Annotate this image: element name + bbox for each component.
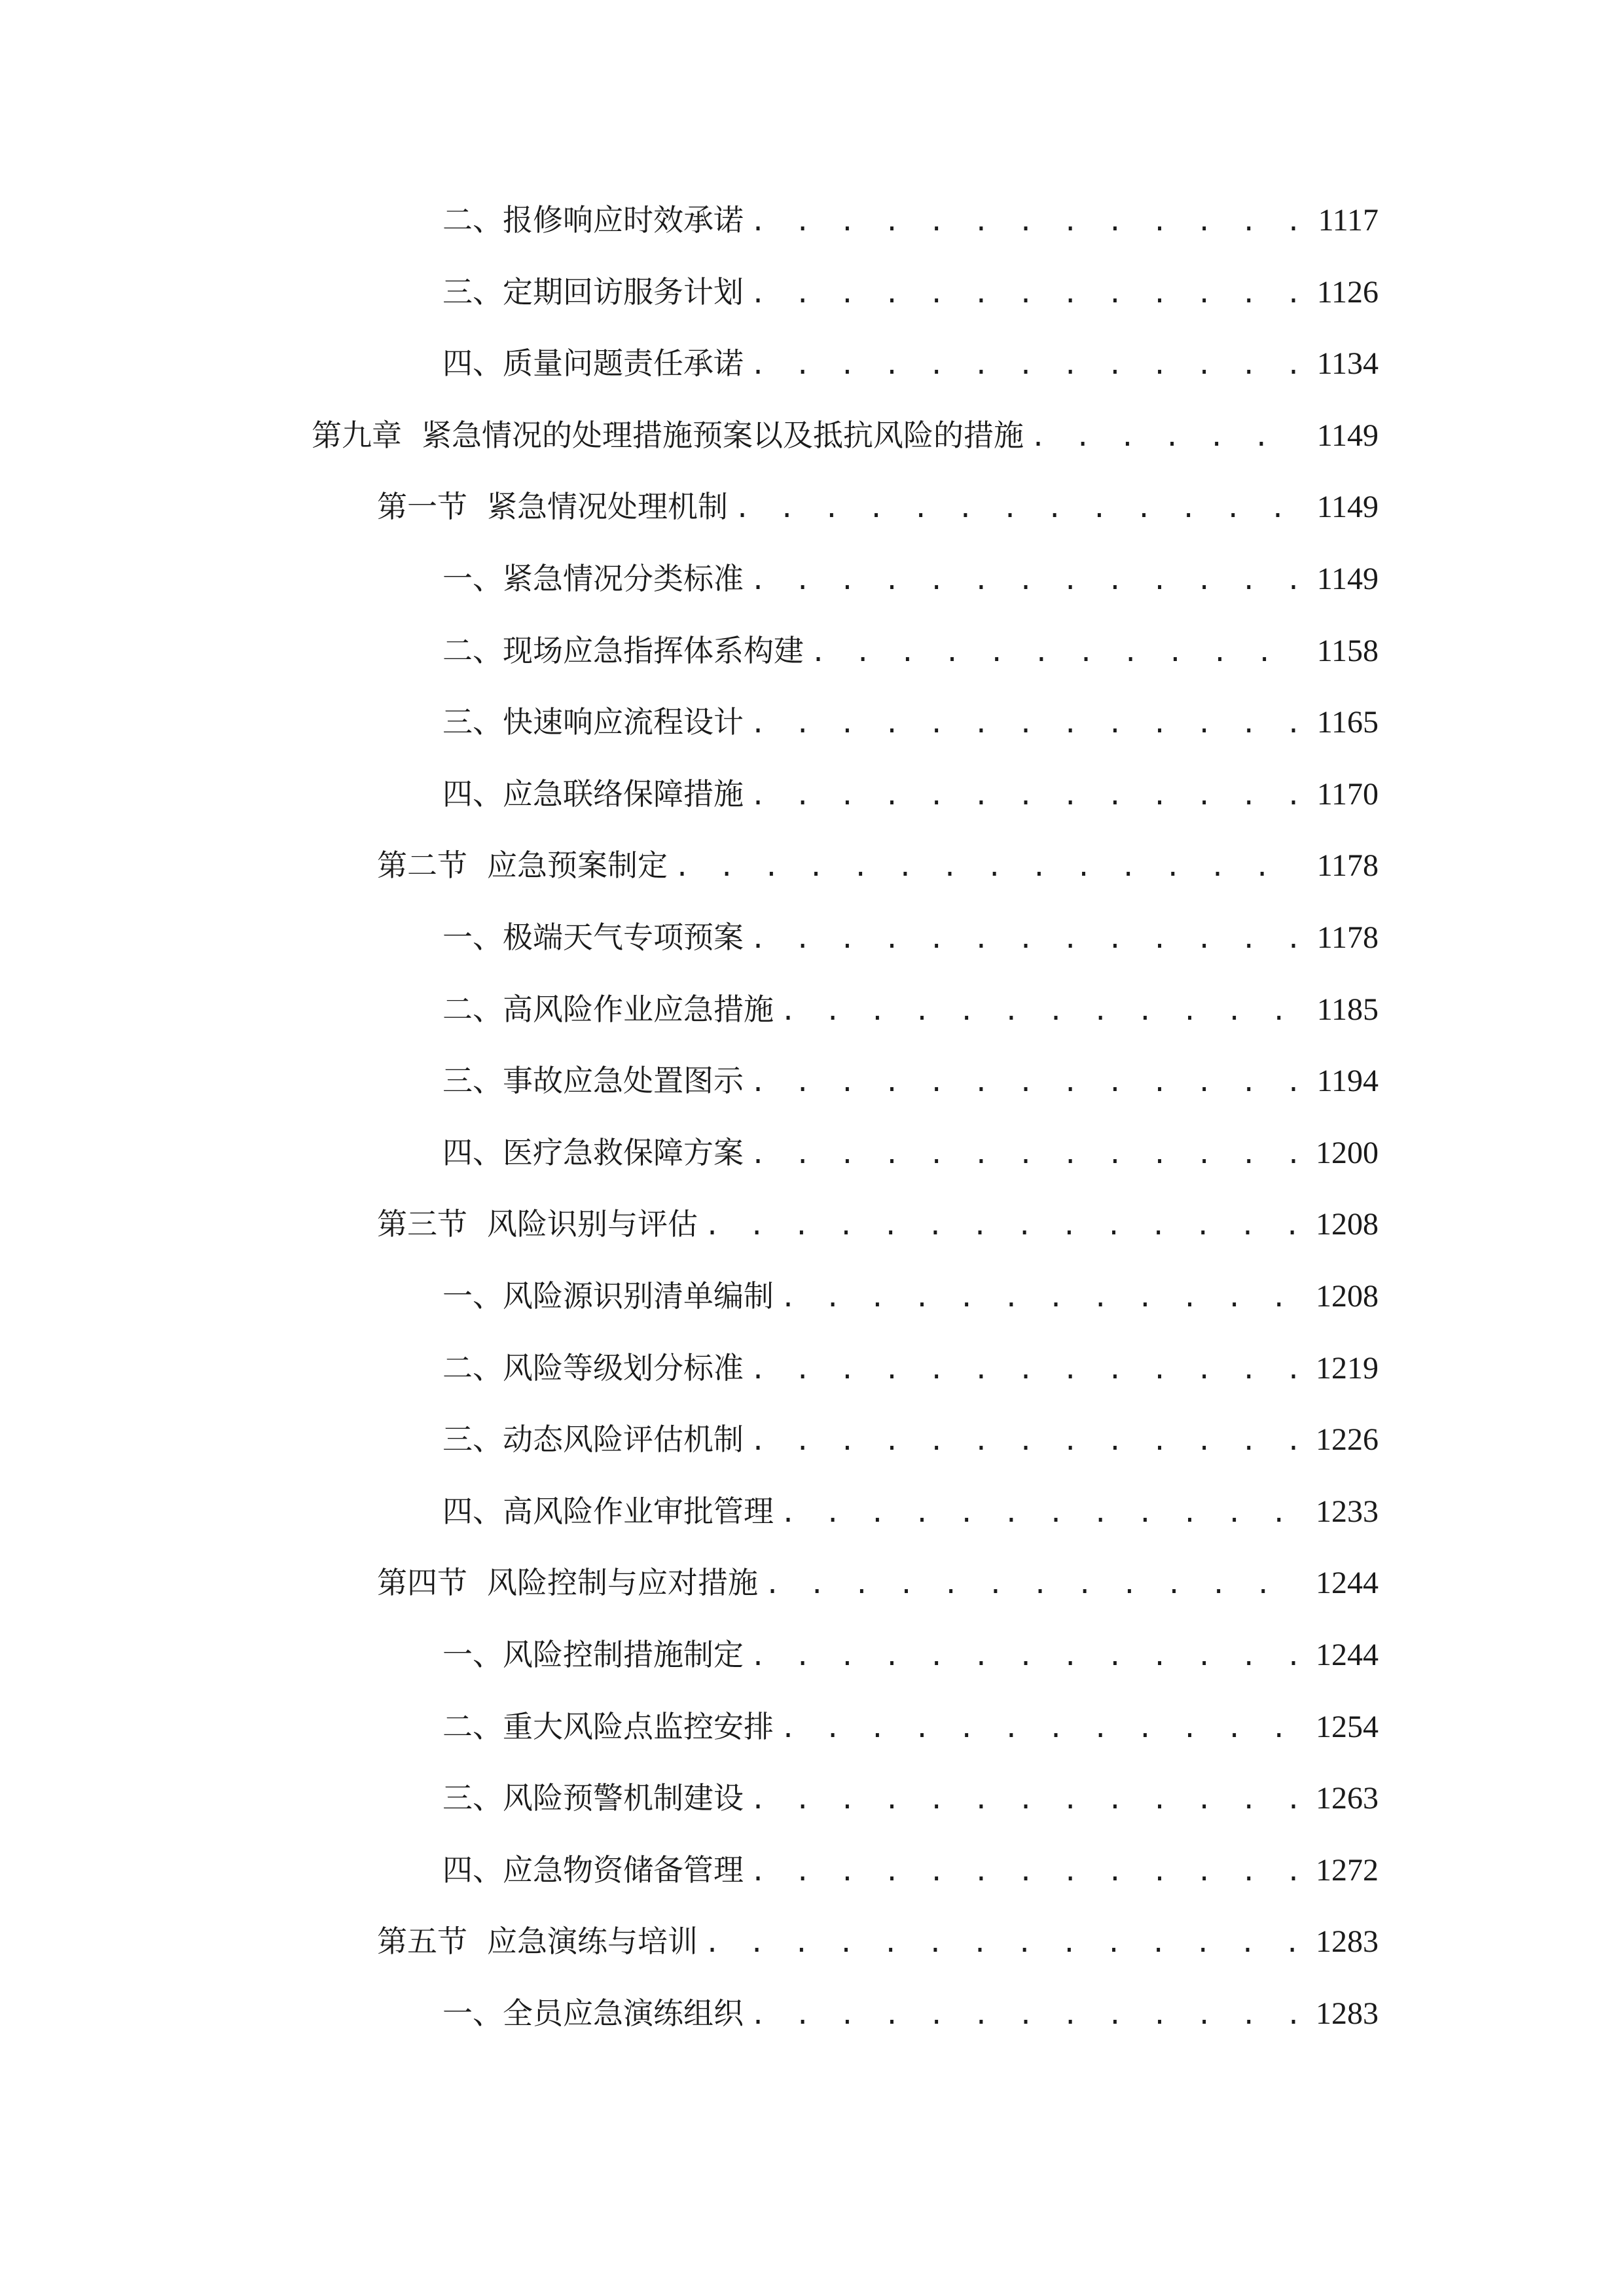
toc-entry-page-number: 1194 xyxy=(1316,1064,1379,1099)
toc-entry-page-number: 1134 xyxy=(1316,346,1379,382)
toc-entry-page-number: 1165 xyxy=(1316,705,1379,740)
toc-entry-page-number: 1244 xyxy=(1316,1638,1379,1672)
toc-entry-number: 第二节 xyxy=(377,848,467,884)
toc-dot-leader xyxy=(750,1415,1301,1467)
toc-entry-item[interactable] xyxy=(442,337,1379,389)
toc-entry-title: 风险控制与应对措施 xyxy=(487,1565,758,1601)
toc-entry-title: 风险源识别清单编制 xyxy=(503,1278,774,1314)
toc-dot-leader xyxy=(765,1558,1301,1611)
toc-entry-item[interactable] xyxy=(442,1270,1379,1322)
toc-dot-leader xyxy=(674,841,1303,893)
toc-entry-number: 四、 xyxy=(442,776,503,812)
toc-dot-leader xyxy=(750,1056,1303,1109)
toc-entry-section[interactable] xyxy=(377,1556,1379,1609)
toc-dot-leader xyxy=(750,339,1303,391)
toc-entry-page-number: 1149 xyxy=(1316,418,1379,453)
toc-entry-title: 极端天气专项预案 xyxy=(503,920,744,955)
toc-dot-leader xyxy=(750,1846,1301,1898)
toc-entry-number: 二、 xyxy=(442,1350,503,1386)
toc-entry-number: 第五节 xyxy=(377,1924,467,1960)
toc-dot-leader xyxy=(750,1989,1301,2041)
toc-entry-number: 四、 xyxy=(442,1852,503,1888)
toc-entry-title: 风险等级划分标准 xyxy=(503,1350,744,1386)
toc-dot-leader xyxy=(780,1272,1301,1324)
toc-entry-number: 四、 xyxy=(442,346,503,382)
toc-entry-number: 第三节 xyxy=(377,1206,467,1242)
toc-entry-item[interactable] xyxy=(442,624,1379,677)
toc-entry-number: 四、 xyxy=(442,1493,503,1529)
toc-entry-page-number: 1200 xyxy=(1316,1135,1379,1170)
toc-entry-page-number: 1126 xyxy=(1316,274,1379,310)
toc-entry-item[interactable] xyxy=(442,1413,1379,1465)
toc-entry-item[interactable] xyxy=(442,696,1379,748)
toc-entry-number: 三、 xyxy=(442,1780,503,1816)
toc-entry-item[interactable] xyxy=(442,552,1379,605)
toc-entry-title: 应急联络保障措施 xyxy=(503,776,744,812)
toc-dot-leader xyxy=(750,1128,1301,1181)
toc-entry-page-number: 1149 xyxy=(1316,490,1379,525)
toc-entry-page-number: 1178 xyxy=(1316,920,1379,955)
toc-dot-leader xyxy=(750,196,1304,248)
toc-dot-leader xyxy=(704,1917,1301,1969)
toc-entry-page-number: 1233 xyxy=(1316,1494,1379,1529)
toc-entry-title: 风险识别与评估 xyxy=(487,1206,698,1242)
toc-entry-title: 现场应急指挥体系构建 xyxy=(503,632,804,668)
toc-entry-page-number: 1170 xyxy=(1316,776,1379,812)
toc-entry-number: 一、 xyxy=(442,1996,503,2031)
toc-entry-page-number: 1208 xyxy=(1316,1279,1379,1314)
toc-entry-number: 四、 xyxy=(442,1134,503,1170)
toc-entry-section[interactable] xyxy=(377,1915,1379,1967)
toc-entry-number: 第四节 xyxy=(377,1565,467,1601)
toc-dot-leader xyxy=(780,1487,1301,1539)
toc-entry-title: 紧急情况的处理措施预案以及抵抗风险的措施 xyxy=(422,417,1024,453)
toc-dot-leader xyxy=(1030,411,1303,463)
toc-entry-section[interactable] xyxy=(377,839,1379,891)
toc-dot-leader xyxy=(750,770,1303,822)
toc-entry-item[interactable] xyxy=(442,1700,1379,1753)
toc-dot-leader xyxy=(750,268,1303,320)
toc-entry-number: 一、 xyxy=(442,1637,503,1672)
toc-entry-title: 重大风险点监控安排 xyxy=(503,1708,774,1744)
toc-entry-title: 高风险作业应急措施 xyxy=(503,991,774,1027)
toc-entry-title: 紧急情况处理机制 xyxy=(487,489,728,525)
toc-entry-number: 二、 xyxy=(442,1708,503,1744)
toc-entry-page-number: 1158 xyxy=(1316,633,1379,668)
toc-entry-item[interactable] xyxy=(442,1772,1379,1824)
toc-entry-page-number: 1117 xyxy=(1318,203,1379,238)
toc-entry-number: 一、 xyxy=(442,920,503,955)
toc-entry-number: 一、 xyxy=(442,1278,503,1314)
toc-entry-item[interactable] xyxy=(442,1844,1379,1896)
toc-dot-leader xyxy=(780,1702,1301,1755)
toc-entry-page-number: 1263 xyxy=(1316,1781,1379,1816)
toc-entry-page-number: 1226 xyxy=(1316,1422,1379,1458)
toc-entry-title: 医疗急救保障方案 xyxy=(503,1134,744,1170)
toc-entry-item[interactable] xyxy=(442,983,1379,1035)
toc-entry-section[interactable] xyxy=(377,1198,1379,1250)
toc-entry-title: 应急演练与培训 xyxy=(487,1924,698,1960)
toc-entry-item[interactable] xyxy=(442,194,1379,246)
toc-entry-title: 应急物资储备管理 xyxy=(503,1852,744,1888)
toc-entry-item[interactable] xyxy=(442,1342,1379,1394)
toc-entry-number: 三、 xyxy=(442,274,503,310)
toc-entry-page-number: 1254 xyxy=(1316,1709,1379,1744)
toc-entry-number: 第一节 xyxy=(377,489,467,525)
toc-entry-number: 三、 xyxy=(442,1422,503,1458)
toc-entry-title: 应急预案制定 xyxy=(487,848,668,884)
toc-entry-page-number: 1272 xyxy=(1316,1852,1379,1888)
toc-entry-number: 二、 xyxy=(442,202,503,238)
toc-entry-page-number: 1185 xyxy=(1316,992,1379,1027)
toc-entry-page-number: 1208 xyxy=(1316,1207,1379,1242)
toc-entry-number: 二、 xyxy=(442,991,503,1027)
toc-entry-number: 第九章 xyxy=(312,417,402,453)
toc-entry-item[interactable] xyxy=(442,1987,1379,2039)
toc-entry-page-number: 1244 xyxy=(1316,1566,1379,1601)
toc-dot-leader xyxy=(750,698,1303,750)
toc-dot-leader xyxy=(750,913,1303,965)
toc-dot-leader xyxy=(750,1344,1301,1396)
toc-entry-page-number: 1219 xyxy=(1316,1350,1379,1386)
toc-entry-title: 报修响应时效承诺 xyxy=(503,202,744,238)
toc-entry-item[interactable] xyxy=(442,1054,1379,1107)
toc-entry-title: 风险控制措施制定 xyxy=(503,1637,744,1672)
toc-dot-leader xyxy=(734,482,1303,535)
toc-entry-title: 事故应急处置图示 xyxy=(503,1063,744,1099)
toc-dot-leader xyxy=(750,554,1303,607)
toc-dot-leader xyxy=(750,1774,1301,1826)
toc-entry-title: 紧急情况分类标准 xyxy=(503,561,744,596)
toc-dot-leader xyxy=(704,1200,1301,1252)
toc-entry-number: 三、 xyxy=(442,1063,503,1099)
toc-entry-chapter[interactable] xyxy=(312,409,1379,461)
toc-entry-item[interactable] xyxy=(442,1485,1379,1537)
toc-entry-section[interactable] xyxy=(377,480,1379,533)
toc-entry-title: 全员应急演练组织 xyxy=(503,1996,744,2031)
toc-entry-page-number: 1178 xyxy=(1316,848,1379,884)
toc-entry-number: 二、 xyxy=(442,632,503,668)
toc-entry-item[interactable] xyxy=(442,911,1379,963)
toc-entry-page-number: 1149 xyxy=(1316,562,1379,596)
toc-entry-item[interactable] xyxy=(442,1126,1379,1179)
toc-entry-title: 质量问题责任承诺 xyxy=(503,346,744,382)
toc-entry-number: 一、 xyxy=(442,561,503,596)
toc-dot-leader xyxy=(780,985,1303,1037)
toc-entry-title: 定期回访服务计划 xyxy=(503,274,744,310)
toc-entry-title: 动态风险评估机制 xyxy=(503,1422,744,1458)
toc-entry-number: 三、 xyxy=(442,704,503,740)
toc-entry-item[interactable] xyxy=(442,266,1379,318)
toc-entry-page-number: 1283 xyxy=(1316,1996,1379,2031)
toc-entry-item[interactable] xyxy=(442,1628,1379,1681)
toc-entry-page-number: 1283 xyxy=(1316,1924,1379,1960)
toc-dot-leader xyxy=(750,1630,1301,1683)
toc-entry-item[interactable] xyxy=(442,768,1379,820)
toc-entry-title: 风险预警机制建设 xyxy=(503,1780,744,1816)
toc-dot-leader xyxy=(810,626,1303,679)
toc-entry-title: 快速响应流程设计 xyxy=(503,704,744,740)
toc-entry-title: 高风险作业审批管理 xyxy=(503,1493,774,1529)
